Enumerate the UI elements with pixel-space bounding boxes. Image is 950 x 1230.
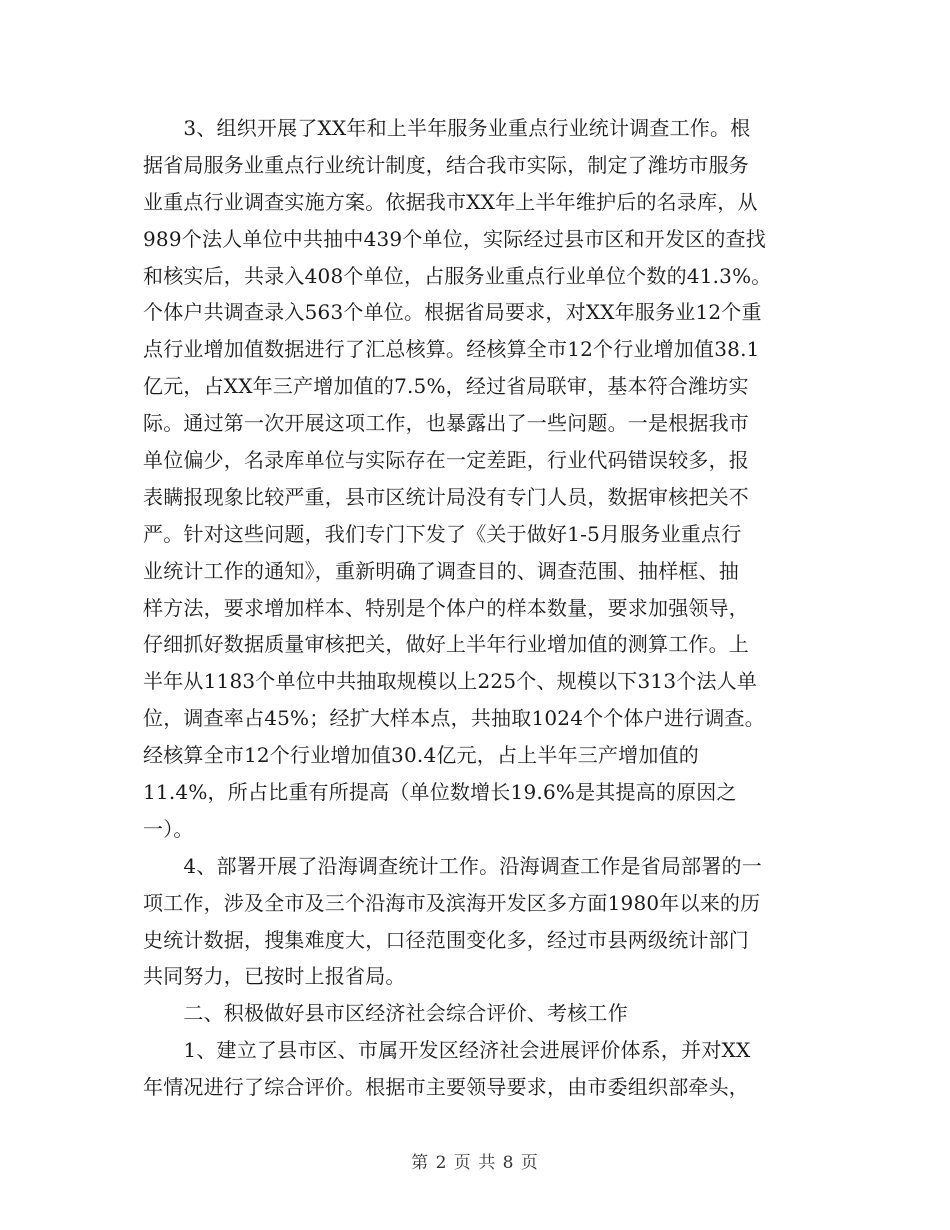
text-line: 表瞒报现象比较严重，县市区统计局没有专门人员，数据审核把关不 xyxy=(143,484,749,509)
text-line: 3、组织开展了XX年和上半年服务业重点行业统计调查工作。根 xyxy=(143,116,751,140)
text-line: 样方法，要求增加样本、特别是个体户的样本数量，要求加强领导， xyxy=(143,595,749,620)
text-line: 4、部署开展了沿海调查统计工作。沿海调查工作是省局部署的一 xyxy=(143,853,762,878)
text-line: 和核实后，共录入408个单位，占服务业重点行业单位个数的41.3%。 xyxy=(143,263,772,288)
text-line: 半年从1183个单位中共抽取规模以上225个、规模以下313个法人单 xyxy=(143,669,758,694)
text-line: 经核算全市12个行业增加值30.4亿元，占上半年三产增加值的 xyxy=(143,743,699,768)
text-line: 项工作，涉及全市及三个沿海市及滨海开发区多方面1980年以来的历 xyxy=(143,890,761,915)
text-line: 业重点行业调查实施方案。依据我市XX年上半年维护后的名录库，从 xyxy=(143,189,758,214)
text-line: 仔细抓好数据质量审核把关，做好上半年行业增加值的测算工作。上 xyxy=(143,632,749,657)
text-line: 业统计工作的通知》，重新明确了调查目的、调查范围、抽样框、抽 xyxy=(143,558,739,583)
page-footer: 第 2 页 共 8 页 xyxy=(411,1153,539,1173)
text-line: 年情况进行了综合评价。根据市主要领导要求，由市委组织部牵头， xyxy=(143,1075,749,1100)
text-line: 据省局服务业重点行业统计制度，结合我市实际，制定了潍坊市服务 xyxy=(143,152,749,177)
text-line: 1、建立了县市区、市属开发区经济社会进展评价体系，并对XX xyxy=(143,1038,751,1063)
text-line: 个体户共调查录入563个单位。根据省局要求，对XX年服务业12个重 xyxy=(143,300,762,325)
text-line: 亿元，占XX年三产增加值的7.5%，经过省局联审，基本符合潍坊实 xyxy=(143,374,749,399)
text-line: 一）。 xyxy=(143,816,194,841)
text-line: 989个法人单位中共抽中439个单位，实际经过县市区和开发区的查找 xyxy=(143,226,766,251)
section-heading: 二、积极做好县市区经济社会综合评价、考核工作 xyxy=(143,1001,628,1026)
text-line: 11.4%，所占比重有所提高（单位数增长19.6%是其提高的原因之 xyxy=(143,780,737,805)
text-line: 点行业增加值数据进行了汇总核算。经核算全市12个行业增加值38.1 xyxy=(143,337,760,362)
text-line: 位，调查率占45%；经扩大样本点，共抽取1024个个体户进行调查。 xyxy=(143,706,765,731)
text-line: 共同努力，已按时上报省局。 xyxy=(143,964,406,989)
text-line: 际。通过第一次开展这项工作，也暴露出了一些问题。一是根据我市 xyxy=(143,411,749,436)
text-line: 史统计数据，搜集难度大，口径范围变化多，经过市县两级统计部门 xyxy=(143,927,749,952)
text-line: 单位偏少，名录库单位与实际存在一定差距，行业代码错误较多，报 xyxy=(143,448,749,473)
document-body xyxy=(143,110,808,1106)
text-line: 严。针对这些问题，我们专门下发了《关于做好1-5月服务业重点行 xyxy=(143,521,742,546)
